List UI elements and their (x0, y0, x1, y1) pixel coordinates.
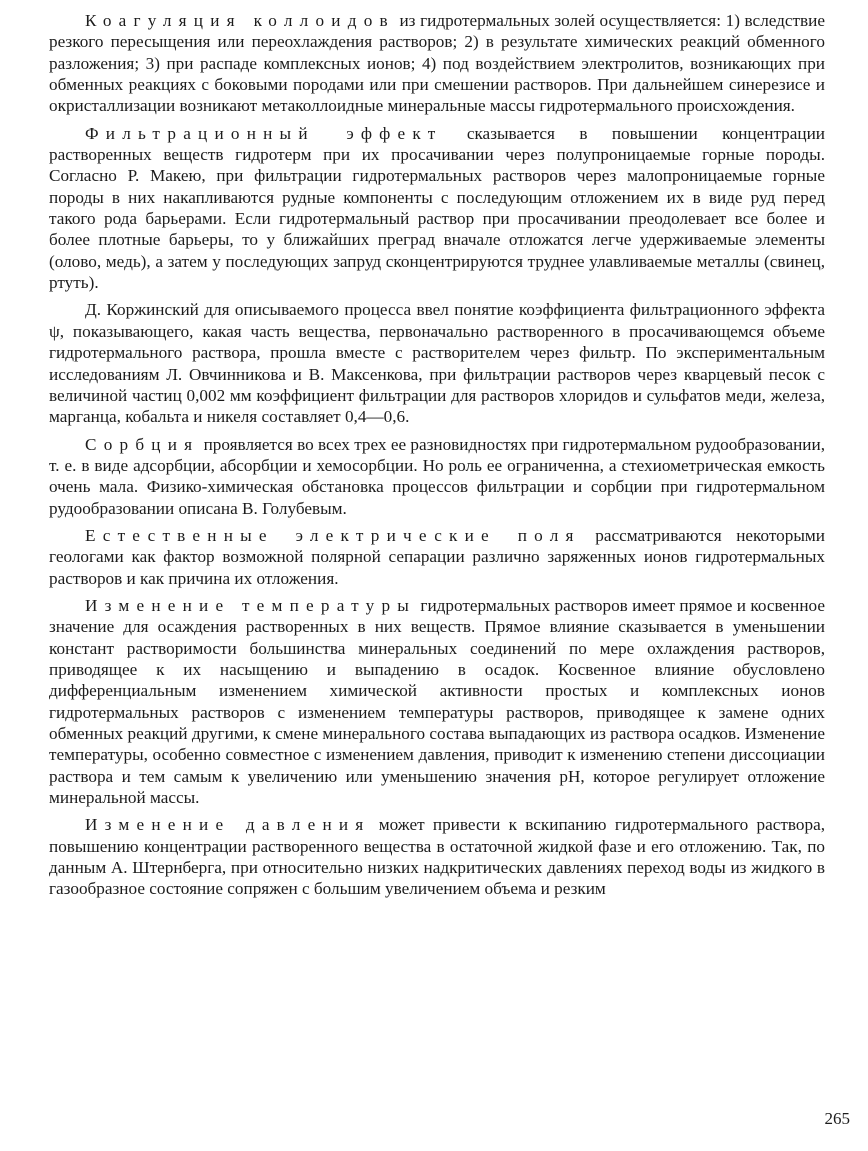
paragraph-filtration-effect (49, 123, 825, 294)
paragraph-temperature-text: гидротермальных растворов имеет прямое и косвенное значение для осаждения растворенных в них веществ. Прямое влияние сказывается в уменьшении констант растворимости большинства минеральных соединений по мере охлаждения растворов, приводящее к их насыщению и выпадению в осадок. Косвенное влияние обусловлено дифференциальным изменением химической активности простых и комплексных ионов гидротермальных растворов с изменением температуры растворов, приводящее к замене одних обменных реакций другими, к смене минерального состава выпадающих из раствора осадков. Изменение температуры, особенно совместное с изменением давления, приводит к изменению степени диссоциации раствора и тем самым к увеличению или уменьшению значения pH, которое регулирует отложение минеральной массы. (49, 595, 825, 808)
term-pressure: Изменение давления (85, 815, 371, 835)
term-coagulation: Коагуляция коллоидов (85, 11, 395, 30)
term-filtration-effect: Фильтрационный эффект (85, 123, 443, 143)
paragraph-electric-fields (49, 525, 825, 589)
term-electric-fields: Естественные электрические поля (85, 525, 581, 545)
paragraph-temperature (49, 595, 825, 808)
term-temperature: Изменение температуры (85, 595, 417, 615)
document-page (49, 10, 825, 1140)
paragraph-filtration-effect-text: сказывается в повышении концентрации растворенных веществ гидротерм при их просачивании через полупроницаемые горные породы. Согласно Р. Макею, при фильтрации гидротермальных растворов через малопроницаемые горные породы в них накапливаются рудные компоненты с последующим отложением их в виде руд перед такого рода барьерами. Если гидротермальный раствор при просачивании преодолевает все более и более плотные барьеры, то у ближайших преград вначале отложатся легче удерживаемые элементы (олово, медь), а затем у последующих запруд сконцентрируются труднее улавливаемые металлы (свинец, ртуть). (49, 123, 825, 293)
paragraph-electric-fields-text: рассматриваются некоторыми геологами как фактор возможной полярной сепарации различно заряженных ионов гидротермальных растворов и как причина их отложения. (49, 525, 825, 588)
paragraph-korzhinsky-text: Д. Коржинский для описываемого процесса ввел понятие коэффициента фильтрационного эффекта ψ, показывающего, какая часть вещества, первоначально растворенного в просачивающемся объеме гидротермального раствора, прошла вместе с растворителем через фильтр. По экспериментальным исследованиям Л. Овчинникова и В. Максенкова, при фильтрации растворов через кварцевый песок с величиной частиц 0,002 мм коэффициент фильтрации для растворов хлоридов и сульфатов меди, железа, марганца, кобальта и никеля составляет 0,4—0,6. (49, 300, 825, 427)
paragraph-pressure (49, 814, 825, 899)
paragraph-korzhinsky (49, 299, 825, 427)
paragraph-sorption (49, 434, 825, 519)
paragraph-coagulation (49, 10, 825, 117)
paragraph-sorption-text: проявляется во всех трех ее разновидностях при гидротермальном рудообразовании, т. е. в виде адсорбции, абсорбции и хемосорбции. Но роль ее ограниченна, а стехиометрическая емкость очень мала. Физико-химическая обстановка процессов фильтрации и сорбции при гидротермальном рудообразовании описана В. Голубевым. (49, 434, 825, 518)
paragraph-pressure-text: может привести к вскипанию гидротермального раствора, повышению концентрации растворенного вещества в остаточной жидкой фазе и его отложению. Так, по данным А. Штернберга, при относительно низких надкритических давлениях переход воды из жидкого в газообразное состояние сопряжен с большим увеличением объема и резким (49, 815, 825, 899)
paragraph-coagulation-text: из гидротермальных золей осуществляется: 1) вследствие резкого пересыщения или переохлаждения растворов; 2) в результате химических реакций обменного разложения; 3) при распаде комплексных ионов; 4) под воздействием электролитов, возникающих при обменных реакциях с боковыми породами или при смешении растворов. При дальнейшем синерезисе и окристаллизации возникают метаколлоидные минеральные массы гидротермального происхождения. (49, 11, 825, 116)
page-number: 265 (824, 1109, 850, 1128)
term-sorption: Сорбция (85, 434, 200, 454)
